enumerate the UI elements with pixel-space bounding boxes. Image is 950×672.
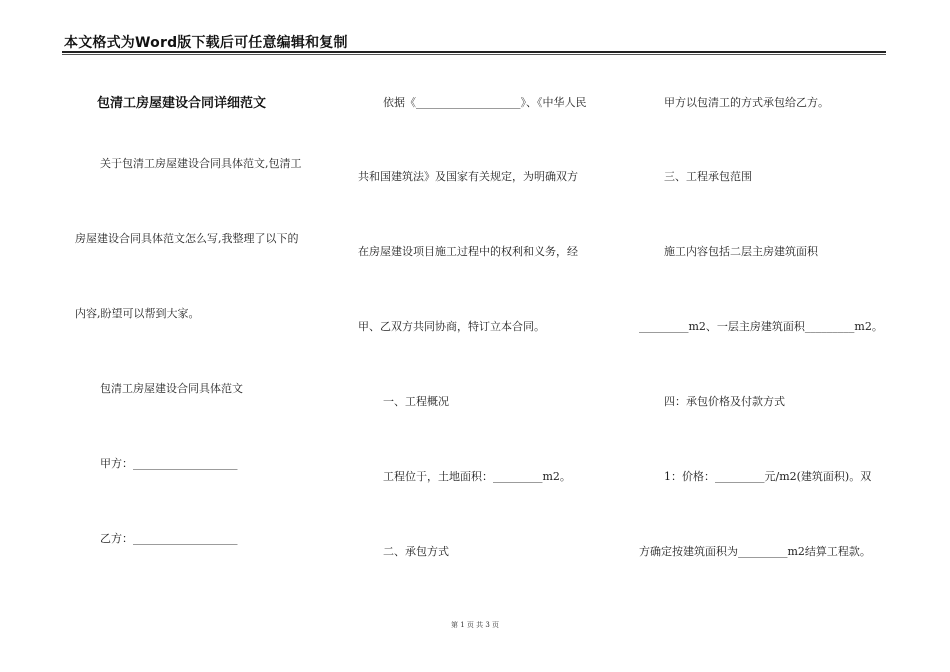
section-heading: 包清工房屋建设合同具体范文 [100, 382, 243, 395]
paragraph-line: 1：价格：_________元/m2(建筑面积)。双 [664, 470, 872, 483]
paragraph-line: 共和国建筑法》及国家有关规定，为明确双方 [358, 170, 578, 183]
header-divider-thin [62, 54, 886, 55]
paragraph-line: 在房屋建设项目施工过程中的权利和义务，经 [358, 245, 578, 258]
paragraph-line: 工程位于，土地面积：_________m2。 [383, 470, 571, 483]
party-a-line: 甲方：___________________ [100, 457, 238, 470]
paragraph-line: _________m2、一层主房建筑面积_________m2。 [639, 320, 883, 333]
section-heading: 二、承包方式 [383, 545, 449, 558]
page-number: 第 1 页 共 3 页 [450, 621, 500, 629]
header-divider [62, 51, 886, 53]
party-b-line: 乙方：___________________ [100, 532, 238, 545]
paragraph-line: 方确定按建筑面积为_________m2结算工程款。 [639, 545, 871, 558]
paragraph-line: 房屋建设合同具体范文怎么写,我整理了以下的 [75, 232, 299, 245]
paragraph-line: 内容,盼望可以帮到大家。 [75, 307, 200, 320]
paragraph-line: 关于包清工房屋建设合同具体范文,包清工 [100, 157, 302, 170]
header-title: 本文格式为Word版下载后可任意编辑和复制 [64, 35, 348, 51]
section-heading: 四：承包价格及付款方式 [664, 395, 785, 408]
paragraph-line: 依据《___________________》、《中华人民 [383, 96, 587, 109]
paragraph-line: 甲、乙双方共同协商，特订立本合同。 [358, 320, 545, 333]
paragraph-line: 施工内容包括二层主房建筑面积 [664, 245, 818, 258]
document-title: 包清工房屋建设合同详细范文 [97, 96, 267, 111]
paragraph-line: 甲方以包清工的方式承包给乙方。 [664, 96, 829, 109]
section-heading: 三、工程承包范围 [664, 170, 752, 183]
section-heading: 一、工程概况 [383, 395, 449, 408]
